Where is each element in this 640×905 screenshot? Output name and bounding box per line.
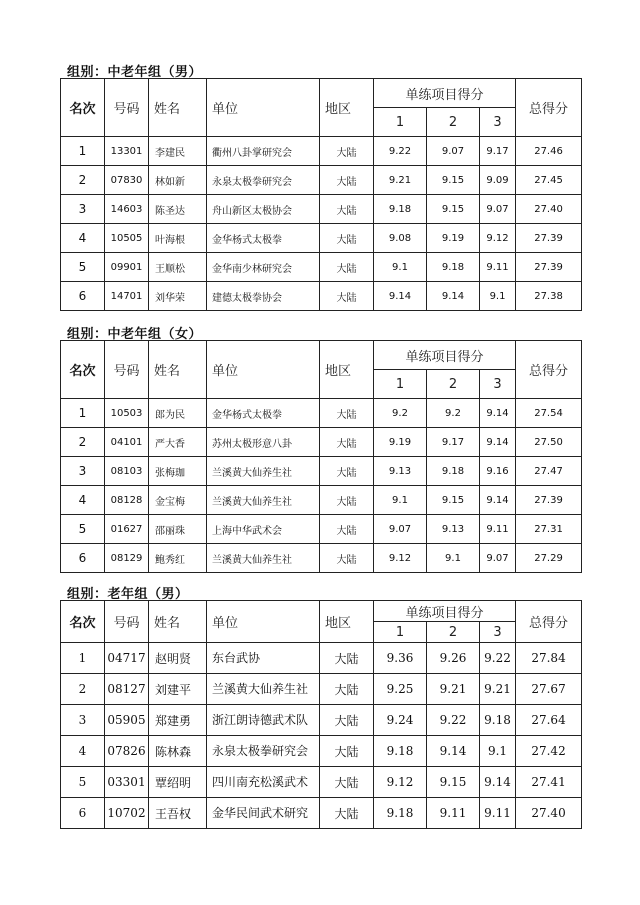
score-2-cell: 9.19 — [427, 224, 480, 253]
region-cell: 大陆 — [320, 705, 374, 736]
region-cell: 大陆 — [320, 486, 374, 515]
table-row — [61, 253, 582, 282]
score-3-cell: 9.12 — [480, 224, 516, 253]
results-table — [60, 78, 582, 311]
unit-cell: 永泉太极拳研究会 — [207, 736, 320, 767]
name-cell: 金宝梅 — [149, 486, 207, 515]
name-cell: 王吾权 — [149, 798, 207, 829]
rank-cell: 1 — [61, 399, 105, 428]
name-cell: 邵丽珠 — [149, 515, 207, 544]
table-row — [61, 457, 582, 486]
header-score-3: 3 — [480, 370, 516, 399]
code-cell: 10505 — [105, 224, 149, 253]
total-cell: 27.47 — [516, 457, 582, 486]
score-2-cell: 9.14 — [427, 736, 480, 767]
section-title: 组别：中老年组（男） — [67, 65, 203, 80]
score-3-cell: 9.21 — [480, 674, 516, 705]
score-1-cell: 9.18 — [374, 736, 427, 767]
total-cell: 27.41 — [516, 767, 582, 798]
total-cell: 27.84 — [516, 643, 582, 674]
rank-cell: 2 — [61, 428, 105, 457]
region-cell: 大陆 — [320, 282, 374, 311]
name-cell: 郑建勇 — [149, 705, 207, 736]
unit-cell: 苏州太极形意八卦 — [207, 428, 320, 457]
code-cell: 08127 — [105, 674, 149, 705]
code-cell: 14701 — [105, 282, 149, 311]
table-row — [61, 399, 582, 428]
score-2-cell: 9.15 — [427, 486, 480, 515]
table-row — [61, 166, 582, 195]
rank-cell: 4 — [61, 224, 105, 253]
code-cell: 10503 — [105, 399, 149, 428]
score-1-cell: 9.07 — [374, 515, 427, 544]
score-3-cell: 9.14 — [480, 486, 516, 515]
code-cell: 01627 — [105, 515, 149, 544]
score-1-cell: 9.22 — [374, 137, 427, 166]
unit-cell: 兰溪黄大仙养生社 — [207, 457, 320, 486]
region-cell: 大陆 — [320, 224, 374, 253]
rank-cell: 6 — [61, 282, 105, 311]
total-cell: 27.39 — [516, 224, 582, 253]
score-2-cell: 9.15 — [427, 195, 480, 224]
code-cell: 04717 — [105, 643, 149, 674]
score-3-cell: 9.22 — [480, 643, 516, 674]
score-3-cell: 9.1 — [480, 736, 516, 767]
score-2-cell: 9.07 — [427, 137, 480, 166]
name-cell: 郎为民 — [149, 399, 207, 428]
code-cell: 09901 — [105, 253, 149, 282]
total-cell: 27.29 — [516, 544, 582, 573]
score-1-cell: 9.2 — [374, 399, 427, 428]
table-row — [61, 544, 582, 573]
score-2-cell: 9.18 — [427, 253, 480, 282]
header-score-1: 1 — [374, 108, 427, 137]
score-2-cell: 9.15 — [427, 767, 480, 798]
header-rank: 名次 — [61, 601, 105, 643]
score-3-cell: 9.14 — [480, 399, 516, 428]
region-cell: 大陆 — [320, 195, 374, 224]
score-3-cell: 9.14 — [480, 767, 516, 798]
score-3-cell: 9.11 — [480, 515, 516, 544]
total-cell: 27.40 — [516, 798, 582, 829]
total-cell: 27.38 — [516, 282, 582, 311]
table-row — [61, 428, 582, 457]
score-2-cell: 9.26 — [427, 643, 480, 674]
rank-cell: 4 — [61, 486, 105, 515]
unit-cell: 金华民间武术研究 — [207, 798, 320, 829]
score-1-cell: 9.14 — [374, 282, 427, 311]
results-table — [60, 600, 582, 829]
table-row — [61, 137, 582, 166]
unit-cell: 兰溪黄大仙养生社 — [207, 674, 320, 705]
rank-cell: 3 — [61, 457, 105, 486]
unit-cell: 兰溪黄大仙养生社 — [207, 544, 320, 573]
header-name: 姓名 — [149, 601, 207, 643]
region-cell: 大陆 — [320, 166, 374, 195]
region-cell: 大陆 — [320, 767, 374, 798]
code-cell: 08129 — [105, 544, 149, 573]
section-title: 组别：中老年组（女） — [67, 327, 203, 342]
table-row — [61, 195, 582, 224]
unit-cell: 衢州八卦掌研究会 — [207, 137, 320, 166]
header-total: 总得分 — [516, 601, 582, 643]
score-1-cell: 9.24 — [374, 705, 427, 736]
name-cell: 张梅珈 — [149, 457, 207, 486]
rank-cell: 3 — [61, 705, 105, 736]
code-cell: 03301 — [105, 767, 149, 798]
header-score-2: 2 — [427, 370, 480, 399]
score-2-cell: 9.1 — [427, 544, 480, 573]
name-cell: 林如新 — [149, 166, 207, 195]
score-2-cell: 9.11 — [427, 798, 480, 829]
score-3-cell: 9.16 — [480, 457, 516, 486]
header-score-3: 3 — [480, 622, 516, 643]
rank-cell: 3 — [61, 195, 105, 224]
unit-cell: 金华南少林研究会 — [207, 253, 320, 282]
score-3-cell: 9.18 — [480, 705, 516, 736]
score-1-cell: 9.18 — [374, 195, 427, 224]
score-2-cell: 9.17 — [427, 428, 480, 457]
score-3-cell: 9.17 — [480, 137, 516, 166]
total-cell: 27.45 — [516, 166, 582, 195]
total-cell: 27.50 — [516, 428, 582, 457]
table-row — [61, 798, 582, 829]
unit-cell: 建德太极拳协会 — [207, 282, 320, 311]
score-3-cell: 9.11 — [480, 798, 516, 829]
score-1-cell: 9.1 — [374, 253, 427, 282]
rank-cell: 1 — [61, 643, 105, 674]
total-cell: 27.31 — [516, 515, 582, 544]
header-code: 号码 — [105, 601, 149, 643]
header-scores: 单练项目得分 — [374, 341, 516, 370]
code-cell: 08103 — [105, 457, 149, 486]
name-cell: 覃绍明 — [149, 767, 207, 798]
header-score-3: 3 — [480, 108, 516, 137]
score-2-cell: 9.14 — [427, 282, 480, 311]
header-rank: 名次 — [61, 79, 105, 137]
score-1-cell: 9.36 — [374, 643, 427, 674]
score-2-cell: 9.2 — [427, 399, 480, 428]
code-cell: 14603 — [105, 195, 149, 224]
name-cell: 鲍秀红 — [149, 544, 207, 573]
table-row — [61, 705, 582, 736]
name-cell: 陈林森 — [149, 736, 207, 767]
name-cell: 李建民 — [149, 137, 207, 166]
code-cell: 07830 — [105, 166, 149, 195]
header-region: 地区 — [320, 79, 374, 137]
unit-cell: 金华杨式太极拳 — [207, 224, 320, 253]
score-1-cell: 9.21 — [374, 166, 427, 195]
header-unit: 单位 — [207, 341, 320, 399]
header-unit: 单位 — [207, 79, 320, 137]
header-score-2: 2 — [427, 622, 480, 643]
table-row — [61, 674, 582, 705]
unit-cell: 永泉太极拳研究会 — [207, 166, 320, 195]
total-cell: 27.39 — [516, 253, 582, 282]
header-total: 总得分 — [516, 79, 582, 137]
code-cell: 10702 — [105, 798, 149, 829]
header-scores: 单练项目得分 — [374, 79, 516, 108]
score-2-cell: 9.21 — [427, 674, 480, 705]
header-scores: 单练项目得分 — [374, 601, 516, 622]
score-3-cell: 9.14 — [480, 428, 516, 457]
rank-cell: 6 — [61, 798, 105, 829]
table-row — [61, 515, 582, 544]
name-cell: 赵明贤 — [149, 643, 207, 674]
total-cell: 27.46 — [516, 137, 582, 166]
total-cell: 27.67 — [516, 674, 582, 705]
code-cell: 07826 — [105, 736, 149, 767]
header-unit: 单位 — [207, 601, 320, 643]
header-score-1: 1 — [374, 370, 427, 399]
header-score-1: 1 — [374, 622, 427, 643]
score-2-cell: 9.18 — [427, 457, 480, 486]
score-3-cell: 9.07 — [480, 195, 516, 224]
rank-cell: 6 — [61, 544, 105, 573]
rank-cell: 2 — [61, 166, 105, 195]
header-score-2: 2 — [427, 108, 480, 137]
table-row — [61, 224, 582, 253]
total-cell: 27.64 — [516, 705, 582, 736]
region-cell: 大陆 — [320, 428, 374, 457]
score-1-cell: 9.19 — [374, 428, 427, 457]
header-code: 号码 — [105, 79, 149, 137]
unit-cell: 浙江朗诗德武术队 — [207, 705, 320, 736]
section-title: 组别：老年组（男） — [67, 587, 189, 602]
region-cell: 大陆 — [320, 674, 374, 705]
score-1-cell: 9.25 — [374, 674, 427, 705]
region-cell: 大陆 — [320, 736, 374, 767]
total-cell: 27.54 — [516, 399, 582, 428]
score-3-cell: 9.07 — [480, 544, 516, 573]
score-1-cell: 9.12 — [374, 544, 427, 573]
region-cell: 大陆 — [320, 399, 374, 428]
table-row — [61, 767, 582, 798]
rank-cell: 5 — [61, 253, 105, 282]
results-table — [60, 340, 582, 573]
total-cell: 27.40 — [516, 195, 582, 224]
name-cell: 刘华荣 — [149, 282, 207, 311]
header-total: 总得分 — [516, 341, 582, 399]
score-1-cell: 9.18 — [374, 798, 427, 829]
score-2-cell: 9.15 — [427, 166, 480, 195]
region-cell: 大陆 — [320, 544, 374, 573]
score-3-cell: 9.09 — [480, 166, 516, 195]
name-cell: 王顺松 — [149, 253, 207, 282]
code-cell: 13301 — [105, 137, 149, 166]
table-row — [61, 282, 582, 311]
code-cell: 04101 — [105, 428, 149, 457]
total-cell: 27.42 — [516, 736, 582, 767]
rank-cell: 4 — [61, 736, 105, 767]
rank-cell: 1 — [61, 137, 105, 166]
unit-cell: 四川南充松溪武术 — [207, 767, 320, 798]
region-cell: 大陆 — [320, 643, 374, 674]
code-cell: 08128 — [105, 486, 149, 515]
region-cell: 大陆 — [320, 137, 374, 166]
name-cell: 陈圣达 — [149, 195, 207, 224]
score-1-cell: 9.13 — [374, 457, 427, 486]
score-2-cell: 9.13 — [427, 515, 480, 544]
rank-cell: 5 — [61, 515, 105, 544]
unit-cell: 金华杨式太极拳 — [207, 399, 320, 428]
region-cell: 大陆 — [320, 515, 374, 544]
score-1-cell: 9.08 — [374, 224, 427, 253]
unit-cell: 上海中华武术会 — [207, 515, 320, 544]
score-2-cell: 9.22 — [427, 705, 480, 736]
header-region: 地区 — [320, 341, 374, 399]
unit-cell: 兰溪黄大仙养生社 — [207, 486, 320, 515]
score-3-cell: 9.1 — [480, 282, 516, 311]
table-row — [61, 643, 582, 674]
region-cell: 大陆 — [320, 253, 374, 282]
unit-cell: 东台武协 — [207, 643, 320, 674]
score-1-cell: 9.12 — [374, 767, 427, 798]
rank-cell: 2 — [61, 674, 105, 705]
region-cell: 大陆 — [320, 457, 374, 486]
name-cell: 叶海根 — [149, 224, 207, 253]
header-name: 姓名 — [149, 79, 207, 137]
header-code: 号码 — [105, 341, 149, 399]
header-rank: 名次 — [61, 341, 105, 399]
region-cell: 大陆 — [320, 798, 374, 829]
table-row — [61, 486, 582, 515]
score-3-cell: 9.11 — [480, 253, 516, 282]
name-cell: 严大香 — [149, 428, 207, 457]
name-cell: 刘建平 — [149, 674, 207, 705]
rank-cell: 5 — [61, 767, 105, 798]
unit-cell: 舟山新区太极协会 — [207, 195, 320, 224]
header-region: 地区 — [320, 601, 374, 643]
code-cell: 05905 — [105, 705, 149, 736]
table-row — [61, 736, 582, 767]
header-name: 姓名 — [149, 341, 207, 399]
score-1-cell: 9.1 — [374, 486, 427, 515]
total-cell: 27.39 — [516, 486, 582, 515]
